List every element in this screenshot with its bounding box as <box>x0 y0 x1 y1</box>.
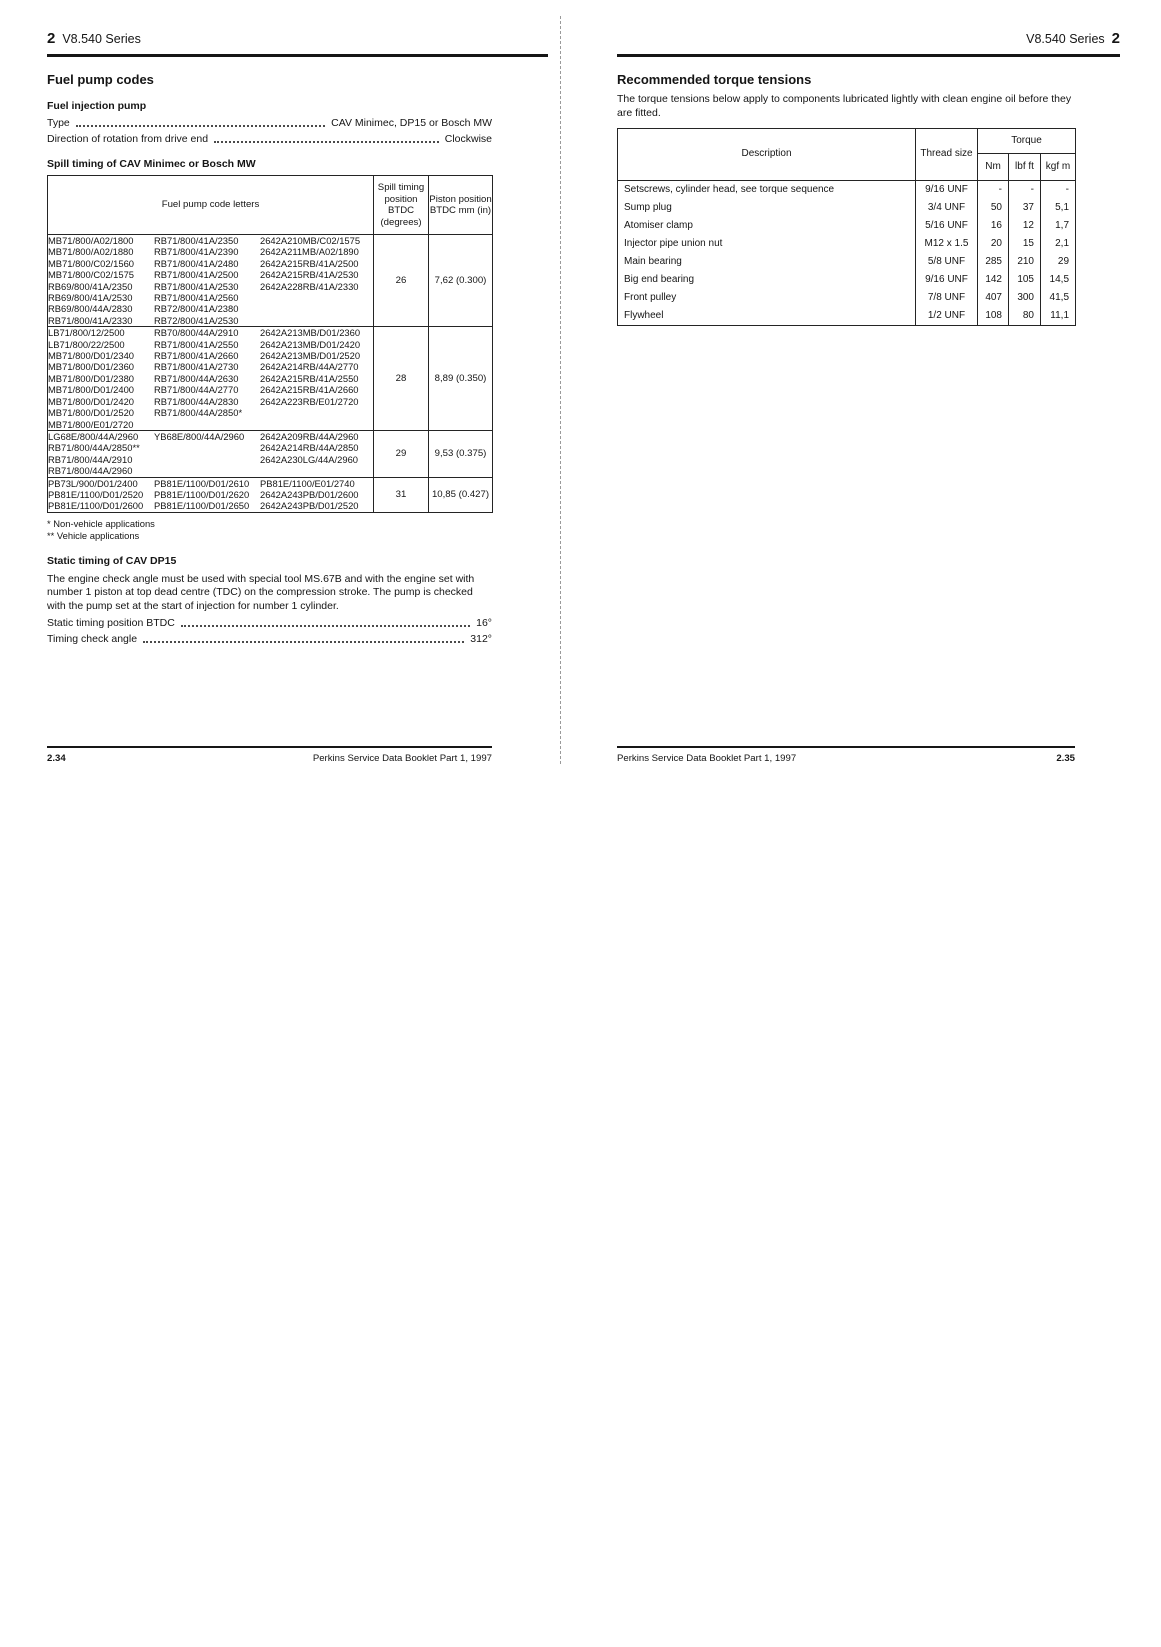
torque-lbf-ft: - <box>1009 181 1041 200</box>
pump-code-column <box>260 235 373 326</box>
spill-table-body <box>48 235 493 513</box>
footer-rule-right <box>617 746 1075 748</box>
pump-code-column <box>48 327 154 430</box>
torque-description: Main bearing <box>618 253 916 271</box>
pump-code: 2642A215RB/41A/2550 <box>260 372 359 384</box>
pump-code-column <box>154 327 260 430</box>
pump-code: PB81E/1100/D01/2600 <box>48 500 144 512</box>
pump-code: RB70/800/44A/2910 <box>154 327 239 339</box>
pump-code-column <box>154 478 260 512</box>
pump-code: RB71/800/41A/2660 <box>154 350 239 362</box>
spill-table-title: Spill timing of CAV Minimec or Bosch MW <box>47 158 256 170</box>
footer-rule-left <box>47 746 492 748</box>
pump-code: RB71/800/41A/2480 <box>154 257 239 269</box>
page-fold-divider <box>560 16 561 764</box>
pump-code: RB71/800/44A/2910 <box>48 453 133 465</box>
pump-code: RB71/800/44A/2770 <box>154 384 239 396</box>
pump-code: PB81E/1100/D01/2620 <box>154 488 250 500</box>
torque-table-row <box>618 253 1076 271</box>
torque-thread-size: 5/8 UNF <box>916 253 978 271</box>
piston-value: 7,62 (0.300) <box>429 235 493 327</box>
torque-nm: 108 <box>978 307 1009 326</box>
spill-table-row <box>48 235 493 327</box>
dot-leader <box>214 138 439 143</box>
torque-table <box>617 128 1076 326</box>
pump-code: MB71/800/D01/2360 <box>48 361 135 373</box>
static-timing-spec-label: Static timing position BTDC <box>47 617 175 630</box>
torque-intro-text: The torque tensions below apply to components lubricated lightly with clean engine oil before they are fitted. <box>617 93 1072 119</box>
header-thread-size: Thread size <box>916 129 978 181</box>
pump-code: 2642A214RB/44A/2770 <box>260 361 359 373</box>
pump-code: RB71/800/44A/2960 <box>48 465 133 477</box>
pump-code: RB72/800/41A/2380 <box>154 303 239 315</box>
torque-lbf-ft: 300 <box>1009 289 1041 307</box>
footer-page-ref-left: 2.34 <box>47 752 66 764</box>
pump-code-columns <box>48 478 373 512</box>
pump-code: PB73L/900/D01/2400 <box>48 477 138 489</box>
torque-lbf-ft: 105 <box>1009 271 1041 289</box>
torque-lbf-ft: 210 <box>1009 253 1041 271</box>
torque-kgf-m: 5,1 <box>1041 199 1076 217</box>
pump-code: RB71/800/44A/2830 <box>154 395 239 407</box>
pump-code-cell <box>48 235 374 327</box>
pump-code-column <box>260 478 373 512</box>
torque-table-row <box>618 289 1076 307</box>
header-fuel-pump-code-letters: Fuel pump code letters <box>48 176 374 235</box>
spill-timing-table <box>47 175 493 513</box>
fuel-pump-spec-line <box>47 133 492 145</box>
pump-code: MB71/800/C02/1575 <box>48 269 135 281</box>
static-timing-spec-value: 16° <box>476 617 492 630</box>
pump-code-columns <box>48 235 373 326</box>
page-number-left: 2 <box>47 30 56 47</box>
header-piston-position: Piston position BTDC mm (in) <box>429 176 493 235</box>
torque-lbf-ft: 80 <box>1009 307 1041 326</box>
header-spill-timing-position: Spill timing position BTDC (degrees) <box>374 176 429 235</box>
static-timing-spec-line <box>47 617 492 629</box>
header-unit-nm: Nm <box>978 154 1009 181</box>
pump-code: 2642A243PB/D01/2520 <box>260 500 359 512</box>
torque-kgf-m: 2,1 <box>1041 235 1076 253</box>
pump-code: RB71/800/44A/2850* <box>154 407 243 419</box>
spill-table-header-row <box>48 176 493 235</box>
pump-code: MB71/800/A02/1880 <box>48 246 134 258</box>
header-rule-right <box>617 54 1120 57</box>
piston-value: 10,85 (0.427) <box>429 477 493 512</box>
torque-kgf-m: 1,7 <box>1041 217 1076 235</box>
torque-kgf-m: 14,5 <box>1041 271 1076 289</box>
pump-code: MB71/800/D01/2520 <box>48 407 135 419</box>
pump-code-cell <box>48 477 374 512</box>
torque-nm: 16 <box>978 217 1009 235</box>
spill-value: 26 <box>374 235 429 327</box>
pump-code: 2642A210MB/C02/1575 <box>260 235 361 246</box>
pump-code: RB71/800/41A/2350 <box>154 235 239 246</box>
pump-code: LB71/800/12/2500 <box>48 327 125 339</box>
pump-code: 2642A243PB/D01/2600 <box>260 488 359 500</box>
header-description: Description <box>618 129 916 181</box>
section-title-fuel-pump-codes: Fuel pump codes <box>47 72 154 87</box>
pump-code-column <box>48 478 154 512</box>
dot-leader <box>76 122 325 127</box>
subsection-fuel-injection-pump: Fuel injection pump <box>47 100 147 112</box>
torque-description: Injector pipe union nut <box>618 235 916 253</box>
pump-code: RB71/800/41A/2390 <box>154 246 239 258</box>
pump-code: 2642A213MB/D01/2520 <box>260 350 361 362</box>
torque-nm: 285 <box>978 253 1009 271</box>
series-title-left: V8.540 Series <box>62 32 141 46</box>
pump-code: RB71/800/41A/2330 <box>48 314 133 326</box>
torque-thread-size: 9/16 UNF <box>916 271 978 289</box>
torque-table-row <box>618 217 1076 235</box>
static-timing-spec-line <box>47 633 492 645</box>
pump-code: 2642A214RB/44A/2850 <box>260 442 359 454</box>
footer-booklet-left: Perkins Service Data Booklet Part 1, 1997 <box>312 752 492 764</box>
pump-code: LG68E/800/44A/2960 <box>48 430 139 442</box>
fuel-pump-spec-line <box>47 117 492 129</box>
torque-table-row <box>618 199 1076 217</box>
torque-description: Sump plug <box>618 199 916 217</box>
static-timing-spec-label: Timing check angle <box>47 633 138 646</box>
fuel-pump-spec-label: Direction of rotation from drive end <box>47 133 209 145</box>
pump-code-column <box>260 431 373 477</box>
page-header-left <box>47 30 548 47</box>
pump-code: PB81E/1100/D01/2520 <box>48 488 144 500</box>
static-timing-title: Static timing of CAV DP15 <box>47 554 177 567</box>
fuel-pump-spec-value: Clockwise <box>444 133 492 145</box>
pump-code: RB69/800/44A/2830 <box>48 303 133 315</box>
torque-description: Flywheel <box>618 307 916 326</box>
torque-nm: 50 <box>978 199 1009 217</box>
torque-kgf-m: 29 <box>1041 253 1076 271</box>
pump-code: RB69/800/41A/2530 <box>48 292 133 304</box>
series-title-right: V8.540 Series <box>1026 32 1105 46</box>
torque-description: Front pulley <box>618 289 916 307</box>
pump-code: YB68E/800/44A/2960 <box>154 430 245 442</box>
pump-code: PB81E/1100/E01/2740 <box>260 477 355 489</box>
spill-table-row <box>48 477 493 512</box>
torque-kgf-m: 41,5 <box>1041 289 1076 307</box>
piston-value: 9,53 (0.375) <box>429 430 493 477</box>
pump-code-column <box>260 327 373 430</box>
fuel-pump-spec-label: Type <box>47 117 70 129</box>
page-number-right: 2 <box>1111 30 1120 47</box>
pump-code: MB71/800/D01/2340 <box>48 350 135 362</box>
torque-kgf-m: - <box>1041 181 1076 200</box>
spill-value: 28 <box>374 327 429 431</box>
torque-nm: 407 <box>978 289 1009 307</box>
pump-code: RB72/800/41A/2530 <box>154 314 239 326</box>
pump-code: 2642A209RB/44A/2960 <box>260 430 359 442</box>
torque-description: Atomiser clamp <box>618 217 916 235</box>
torque-description: Setscrews, cylinder head, see torque sequence <box>618 181 916 200</box>
pump-code: RB71/800/41A/2500 <box>154 269 239 281</box>
fuel-pump-spec-value: CAV Minimec, DP15 or Bosch MW <box>331 117 492 129</box>
pump-code-columns <box>48 327 373 430</box>
header-unit-lbf-ft: lbf ft <box>1009 154 1041 181</box>
pump-code: RB71/800/41A/2550 <box>154 338 239 350</box>
header-torque-group: Torque <box>978 129 1076 154</box>
page-header-right <box>617 30 1120 47</box>
torque-thread-size: M12 x 1.5 <box>916 235 978 253</box>
pump-code: RB71/800/44A/2850** <box>48 442 140 454</box>
pump-code-column <box>154 235 260 326</box>
section-title-torque-tensions: Recommended torque tensions <box>617 72 812 87</box>
pump-code: RB71/800/44A/2630 <box>154 372 239 384</box>
pump-code: LB71/800/22/2500 <box>48 338 125 350</box>
pump-code: MB71/800/E01/2720 <box>48 418 134 430</box>
header-rule-left <box>47 54 548 57</box>
pump-code: PB81E/1100/D01/2610 <box>154 477 250 489</box>
torque-thread-size: 1/2 UNF <box>916 307 978 326</box>
pump-code: 2642A215RB/41A/2660 <box>260 384 359 396</box>
pump-code: 2642A211MB/A02/1890 <box>260 246 359 258</box>
spill-value: 31 <box>374 477 429 512</box>
torque-header-row-1 <box>618 129 1076 154</box>
pump-code: 2642A223RB/E01/2720 <box>260 395 359 407</box>
pump-code: 2642A213MB/D01/2360 <box>260 327 361 339</box>
torque-table-row <box>618 235 1076 253</box>
footnote-list <box>47 518 492 542</box>
pump-code: 2642A228RB/41A/2330 <box>260 280 359 292</box>
pump-code: MB71/800/D01/2380 <box>48 372 135 384</box>
torque-table-row <box>618 181 1076 200</box>
pump-code-column <box>48 431 154 477</box>
pump-code-cell <box>48 430 374 477</box>
static-timing-paragraph: The engine check angle must be used with special tool MS.67B and with the engine set with number 1 piston at top dead centre (TDC) on the compression stroke. The pump is checked with the pump set at the start of injection for number 1 cylinder. <box>47 572 475 612</box>
pump-code: PB81E/1100/D01/2650 <box>154 500 250 512</box>
pump-code-cell <box>48 327 374 431</box>
torque-nm: - <box>978 181 1009 200</box>
torque-lbf-ft: 15 <box>1009 235 1041 253</box>
torque-thread-size: 5/16 UNF <box>916 217 978 235</box>
page-left <box>47 30 548 649</box>
torque-nm: 142 <box>978 271 1009 289</box>
pump-code: MB71/800/C02/1560 <box>48 257 135 269</box>
torque-lbf-ft: 12 <box>1009 217 1041 235</box>
pump-code: 2642A215RB/41A/2500 <box>260 257 359 269</box>
spill-table-row <box>48 430 493 477</box>
torque-thread-size: 7/8 UNF <box>916 289 978 307</box>
pump-code: RB71/800/41A/2530 <box>154 280 239 292</box>
pump-code: RB71/800/41A/2730 <box>154 361 239 373</box>
pump-code-column <box>154 431 260 477</box>
torque-thread-size: 3/4 UNF <box>916 199 978 217</box>
pump-code: 2642A230LG/44A/2960 <box>260 453 359 465</box>
pump-code-columns <box>48 431 373 477</box>
torque-table-row <box>618 271 1076 289</box>
footer-right <box>617 746 1075 764</box>
torque-thread-size: 9/16 UNF <box>916 181 978 200</box>
footer-left <box>47 746 492 764</box>
footnote: ** Vehicle applications <box>47 529 140 541</box>
torque-lbf-ft: 37 <box>1009 199 1041 217</box>
pump-code: 2642A213MB/D01/2420 <box>260 338 361 350</box>
torque-description: Big end bearing <box>618 271 916 289</box>
static-timing-spec-value: 312° <box>470 633 492 646</box>
spill-value: 29 <box>374 430 429 477</box>
footnote: * Non-vehicle applications <box>47 517 155 529</box>
pump-code: MB71/800/A02/1800 <box>48 235 134 246</box>
footer-booklet-right: Perkins Service Data Booklet Part 1, 1997 <box>617 752 797 764</box>
pump-code-column <box>48 235 154 326</box>
footer-page-ref-right: 2.35 <box>1056 752 1075 764</box>
spill-table-row <box>48 327 493 431</box>
dot-leader <box>181 622 470 627</box>
dot-leader <box>143 638 464 643</box>
piston-value: 8,89 (0.350) <box>429 327 493 431</box>
static-timing-spec-list <box>47 617 492 645</box>
page-right <box>617 30 1120 326</box>
torque-table-body <box>618 181 1076 326</box>
pump-code: RB71/800/41A/2560 <box>154 292 239 304</box>
pump-code: MB71/800/D01/2400 <box>48 384 135 396</box>
torque-kgf-m: 11,1 <box>1041 307 1076 326</box>
header-unit-kgf-m: kgf m <box>1041 154 1076 181</box>
torque-table-row <box>618 307 1076 326</box>
fuel-pump-spec-list <box>47 117 492 145</box>
pump-code: RB69/800/41A/2350 <box>48 280 133 292</box>
pump-code: 2642A215RB/41A/2530 <box>260 269 359 281</box>
torque-nm: 20 <box>978 235 1009 253</box>
pump-code: MB71/800/D01/2420 <box>48 395 135 407</box>
